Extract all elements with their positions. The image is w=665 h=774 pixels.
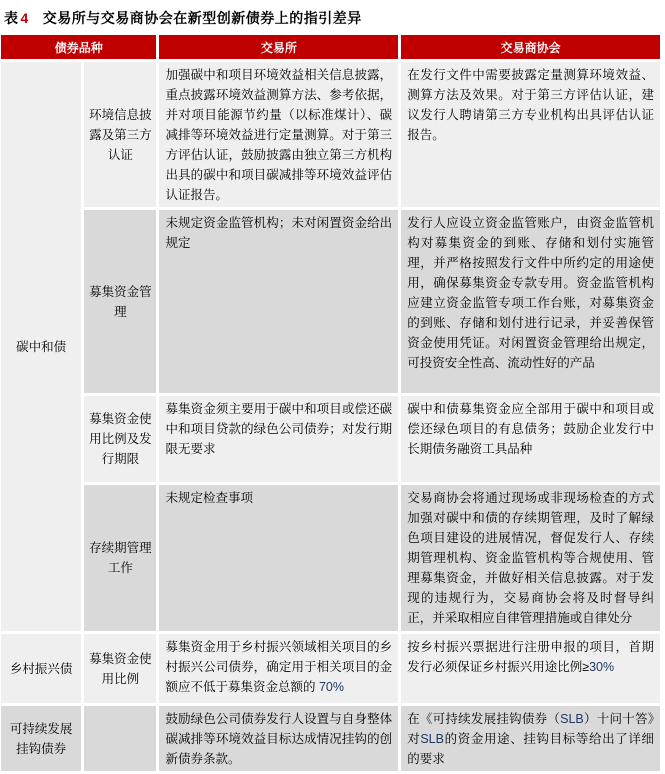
exchange-text: 募集资金用于乡村振兴领域相关项目的乡村振兴公司债券，确定用于相关项目的金额应不低于募集资金总额的 [165,640,393,694]
bond-cell-rural-revitalization: 乡村振兴债 [1,634,81,703]
association-text: 在《可持续发展挂钩债券（ [407,712,561,726]
header-cell-exchange: 交易所 [159,35,398,59]
exchange-cell: 募集资金须主要用于碳中和项目或偿还碳中和项目贷款的绿色公司债券；对发行期限无要求 [159,396,398,482]
table-row [1,706,660,771]
association-text: 按乡村振兴票据进行注册申报的项目，首期发行必须保证乡村振兴用途比例≥ [407,640,654,674]
exchange-cell: 加强碳中和项目环境效益相关信息披露，重点披露环境效益测算方法、参考依据，并对项目能源节约量（以标准煤计）、碳减排等环境效益进行定量测算。对于第三方评估认证，鼓励披露由独立第三方机构出具的碳中和项目碳减排等环境效益评估认证报告。 [159,62,398,207]
slb-abbr: SLB [560,712,584,726]
table-title-text: 交易所与交易商协会在新型创新债券上的指引差异 [42,10,362,26]
sub-cell-duration-management: 存续期管理工作 [84,485,156,631]
table-row [1,62,660,207]
comparison-table [0,32,663,774]
association-text: 的资金用途、挂钩目标等给出了详细的要求 [407,732,654,766]
sub-cell-funds-management: 募集资金管理 [84,210,156,393]
bond-cell-carbon-neutral: 碳中和债 [1,62,81,631]
exchange-cell: 鼓励绿色公司债券发行人设置与自身整体碳减排等环境效益目标达成情况挂钩的创新债券条款。 [159,706,398,771]
percentage-value: 30% [589,660,615,674]
header-row [1,35,660,59]
header-cell-bond-type: 债券品种 [1,35,156,59]
table-row [1,634,660,703]
table-row [1,485,660,631]
association-cell: 在发行文件中需要披露定量测算环境效益、测算方法及效果。对于第三方评估认证，建议发行人聘请第三方专业机构出具评估认证报告。 [401,62,660,207]
percentage-value: 70% [318,680,344,694]
table-row [1,396,660,482]
sub-cell-env-disclosure: 环境信息披露及第三方认证 [84,62,156,207]
slb-abbr: SLB [420,732,444,746]
bond-cell-sustainability-linked: 可持续发展挂钩债券 [1,706,81,771]
exchange-cell [159,634,398,703]
association-cell: 交易商协会将通过现场或非现场检查的方式加强对碳中和债的存续期管理，及时了解绿色项目建设的进展情况，督促发行人、存续期管理机构、资金监管机构等合规使用、管理募集资金，并做好相关信息披露。对于发现的违规行为，交易商协会将及时督导纠正，并采取相应自律管理措施或自律处分 [401,485,660,631]
exchange-cell: 未规定检查事项 [159,485,398,631]
table-title-prefix: 表 [4,10,19,26]
association-cell [401,706,660,771]
association-cell: 碳中和债募集资金应全部用于碳中和项目或偿还绿色项目的有息债务；鼓励企业发行中长期债务融资工具品种 [401,396,660,482]
table-row [1,210,660,393]
header-cell-association: 交易商协会 [401,35,660,59]
association-cell [401,634,660,703]
sub-cell-usage-ratio: 募集资金使用比例 [84,634,156,703]
association-text: ）十问十答》对 [407,712,654,746]
exchange-cell: 未规定资金监管机构；未对闲置资金给出规定 [159,210,398,393]
sub-cell-empty [84,706,156,771]
table-title-number: 4 [20,10,29,26]
association-cell: 发行人应设立资金监管账户，由资金监管机构对募集资金的到账、存储和划付实施管理，并严格按照发行文件中所约定的用途使用，确保募集资金专款专用。资金监管机构应建立资金监管专项工作台账，对募集资金的到账、存储和划付进行记录，并妥善保管资金使用凭证。对闲置资金管理给出规定，可投资安全性高、流动性好的产品 [401,210,660,393]
sub-cell-usage-ratio-term: 募集资金使用比例及发行期限 [84,396,156,482]
table-title [0,0,665,32]
